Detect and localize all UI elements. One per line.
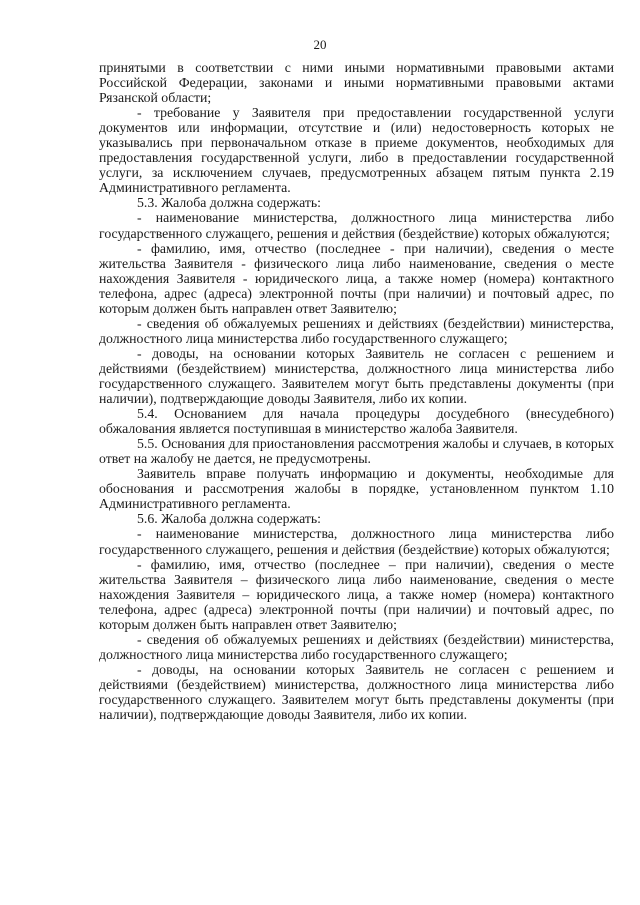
document-body (99, 60, 614, 722)
paragraph: - наименование министерства, должностного лица министерства либо государственного служащего, решения и действия (бездействие) которых обжалуются; (99, 210, 614, 241)
paragraph: Заявитель вправе получать информацию и документы, необходимые для обоснования и рассмотрения жалобы в порядке, установленном пунктом 1.10 Административного регламента. (99, 466, 614, 512)
paragraph: 5.4. Основанием для начала процедуры досудебного (внесудебного) обжалования является поступившая в министерство жалоба Заявителя. (99, 406, 614, 437)
section-heading: 5.3. Жалоба должна содержать: (137, 195, 322, 211)
paragraph: 5.5. Основания для приостановления рассмотрения жалобы и случаев, в которых ответ на жалобу не дается, не предусмотрены. (99, 436, 614, 467)
paragraph: принятыми в соответствии с ними иными нормативными правовыми актами Российской Федерации, законами и иными нормативными правовыми актами Рязанской области; (99, 60, 614, 106)
section-heading: 5.6. Жалоба должна содержать: (137, 511, 322, 527)
paragraph: - требование у Заявителя при предоставлении государственной услуги документов или информации, отсутствие и (или) недостоверность которых не указывались при первоначальном отказе в приеме документов, необходимых для предоставления государственной услуги, либо в предоставлении государственной услуги, за исключением случаев, предусмотренных абзацем пятым пункта 2.19 Административного регламента. (99, 105, 614, 196)
page-number: 20 (313, 37, 327, 52)
paragraph: - доводы, на основании которых Заявитель не согласен с решением и действиями (бездействием) министерства, должностного лица министерства либо государственного служащего. Заявителем могут быть представлены документы (при наличии), подтверждающие доводы Заявителя, либо их копии. (99, 345, 614, 407)
paragraph: - доводы, на основании которых Заявитель не согласен с решением и действиями (бездействием) министерства, должностного лица министерства либо государственного служащего. Заявителем могут быть представлены документы (при наличии), подтверждающие доводы Заявителя, либо их копии. (99, 661, 614, 723)
paragraph: - фамилию, имя, отчество (последнее - при наличии), сведения о месте жительства Заявителя - физического лица либо наименование, сведения о месте нахождения Заявителя - юридического лица, а также номер (номера) контактного телефона, адрес (адреса) электронной почты (при наличии) и почтовый адрес, по которым должен быть направлен ответ Заявителю; (99, 240, 614, 316)
paragraph: - сведения об обжалуемых решениях и действиях (бездействии) министерства, должностного лица министерства либо государственного служащего; (99, 631, 614, 662)
paragraph: - сведения об обжалуемых решениях и действиях (бездействии) министерства, должностного лица министерства либо государственного служащего; (99, 315, 614, 346)
paragraph: - наименование министерства, должностного лица министерства либо государственного служащего, решения и действия (бездействие) которых обжалуются; (99, 526, 614, 557)
paragraph: - фамилию, имя, отчество (последнее – при наличии), сведения о месте жительства Заявителя – физического лица либо наименование, сведения о месте нахождения Заявителя – юридического лица, а также номер (номера) контактного телефона, адрес (адреса) электронной почты (при наличии) и почтовый адрес, по которым должен быть направлен ответ Заявителю; (99, 556, 614, 632)
